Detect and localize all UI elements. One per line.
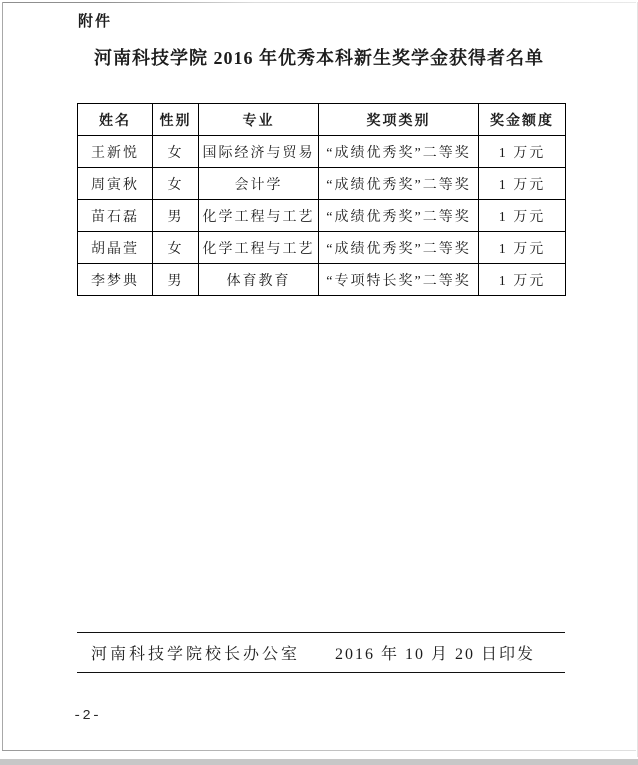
- table-row: [78, 168, 566, 200]
- cell-award: “成绩优秀奖”二等奖: [319, 168, 479, 200]
- page-bottom-edge: [2, 750, 636, 751]
- cell-award: “成绩优秀奖”二等奖: [319, 200, 479, 232]
- cell-amount: 1 万元: [479, 136, 566, 168]
- cell-major: 化学工程与工艺: [199, 232, 319, 264]
- cell-amount: 1 万元: [479, 264, 566, 296]
- table-row: [78, 136, 566, 168]
- cell-major: 化学工程与工艺: [199, 200, 319, 232]
- column-header-name: 姓名: [78, 104, 153, 136]
- column-header-major: 专业: [199, 104, 319, 136]
- table-row: [78, 264, 566, 296]
- cell-award: “专项特长奖”二等奖: [319, 264, 479, 296]
- cell-name: 苗石磊: [78, 200, 153, 232]
- column-header-gender: 性别: [153, 104, 199, 136]
- table-row: [78, 232, 566, 264]
- cell-major: 国际经济与贸易: [199, 136, 319, 168]
- cell-amount: 1 万元: [479, 168, 566, 200]
- cell-gender: 女: [153, 136, 199, 168]
- column-header-award: 奖项类别: [319, 104, 479, 136]
- table-header-row: [78, 104, 566, 136]
- page-left-edge: [2, 2, 3, 750]
- issuer-office-label: 河南科技学院校长办公室: [91, 646, 301, 663]
- attachment-label: 附件: [78, 14, 113, 30]
- page-top-edge: [2, 2, 636, 3]
- cell-gender: 女: [153, 168, 199, 200]
- cell-major: 会计学: [199, 168, 319, 200]
- column-header-amount: 奖金额度: [479, 104, 566, 136]
- cell-name: 胡晶萱: [78, 232, 153, 264]
- cell-name: 王新悦: [78, 136, 153, 168]
- cell-amount: 1 万元: [479, 200, 566, 232]
- cell-name: 李梦典: [78, 264, 153, 296]
- page-number: -2-: [73, 708, 102, 724]
- document-title: 河南科技学院 2016 年优秀本科新生奖学金获得者名单: [94, 48, 544, 68]
- viewer-bottom-band: [0, 759, 638, 765]
- issuance-footer: [77, 632, 565, 673]
- cell-gender: 男: [153, 264, 199, 296]
- print-date-label: 2016 年 10 月 20 日印发: [334, 646, 535, 663]
- cell-award: “成绩优秀奖”二等奖: [319, 232, 479, 264]
- cell-amount: 1 万元: [479, 232, 566, 264]
- cell-major: 体育教育: [199, 264, 319, 296]
- cell-name: 周寅秋: [78, 168, 153, 200]
- table-row: [78, 200, 566, 232]
- scholarship-table: [77, 103, 566, 296]
- cell-gender: 男: [153, 200, 199, 232]
- cell-gender: 女: [153, 232, 199, 264]
- cell-award: “成绩优秀奖”二等奖: [319, 136, 479, 168]
